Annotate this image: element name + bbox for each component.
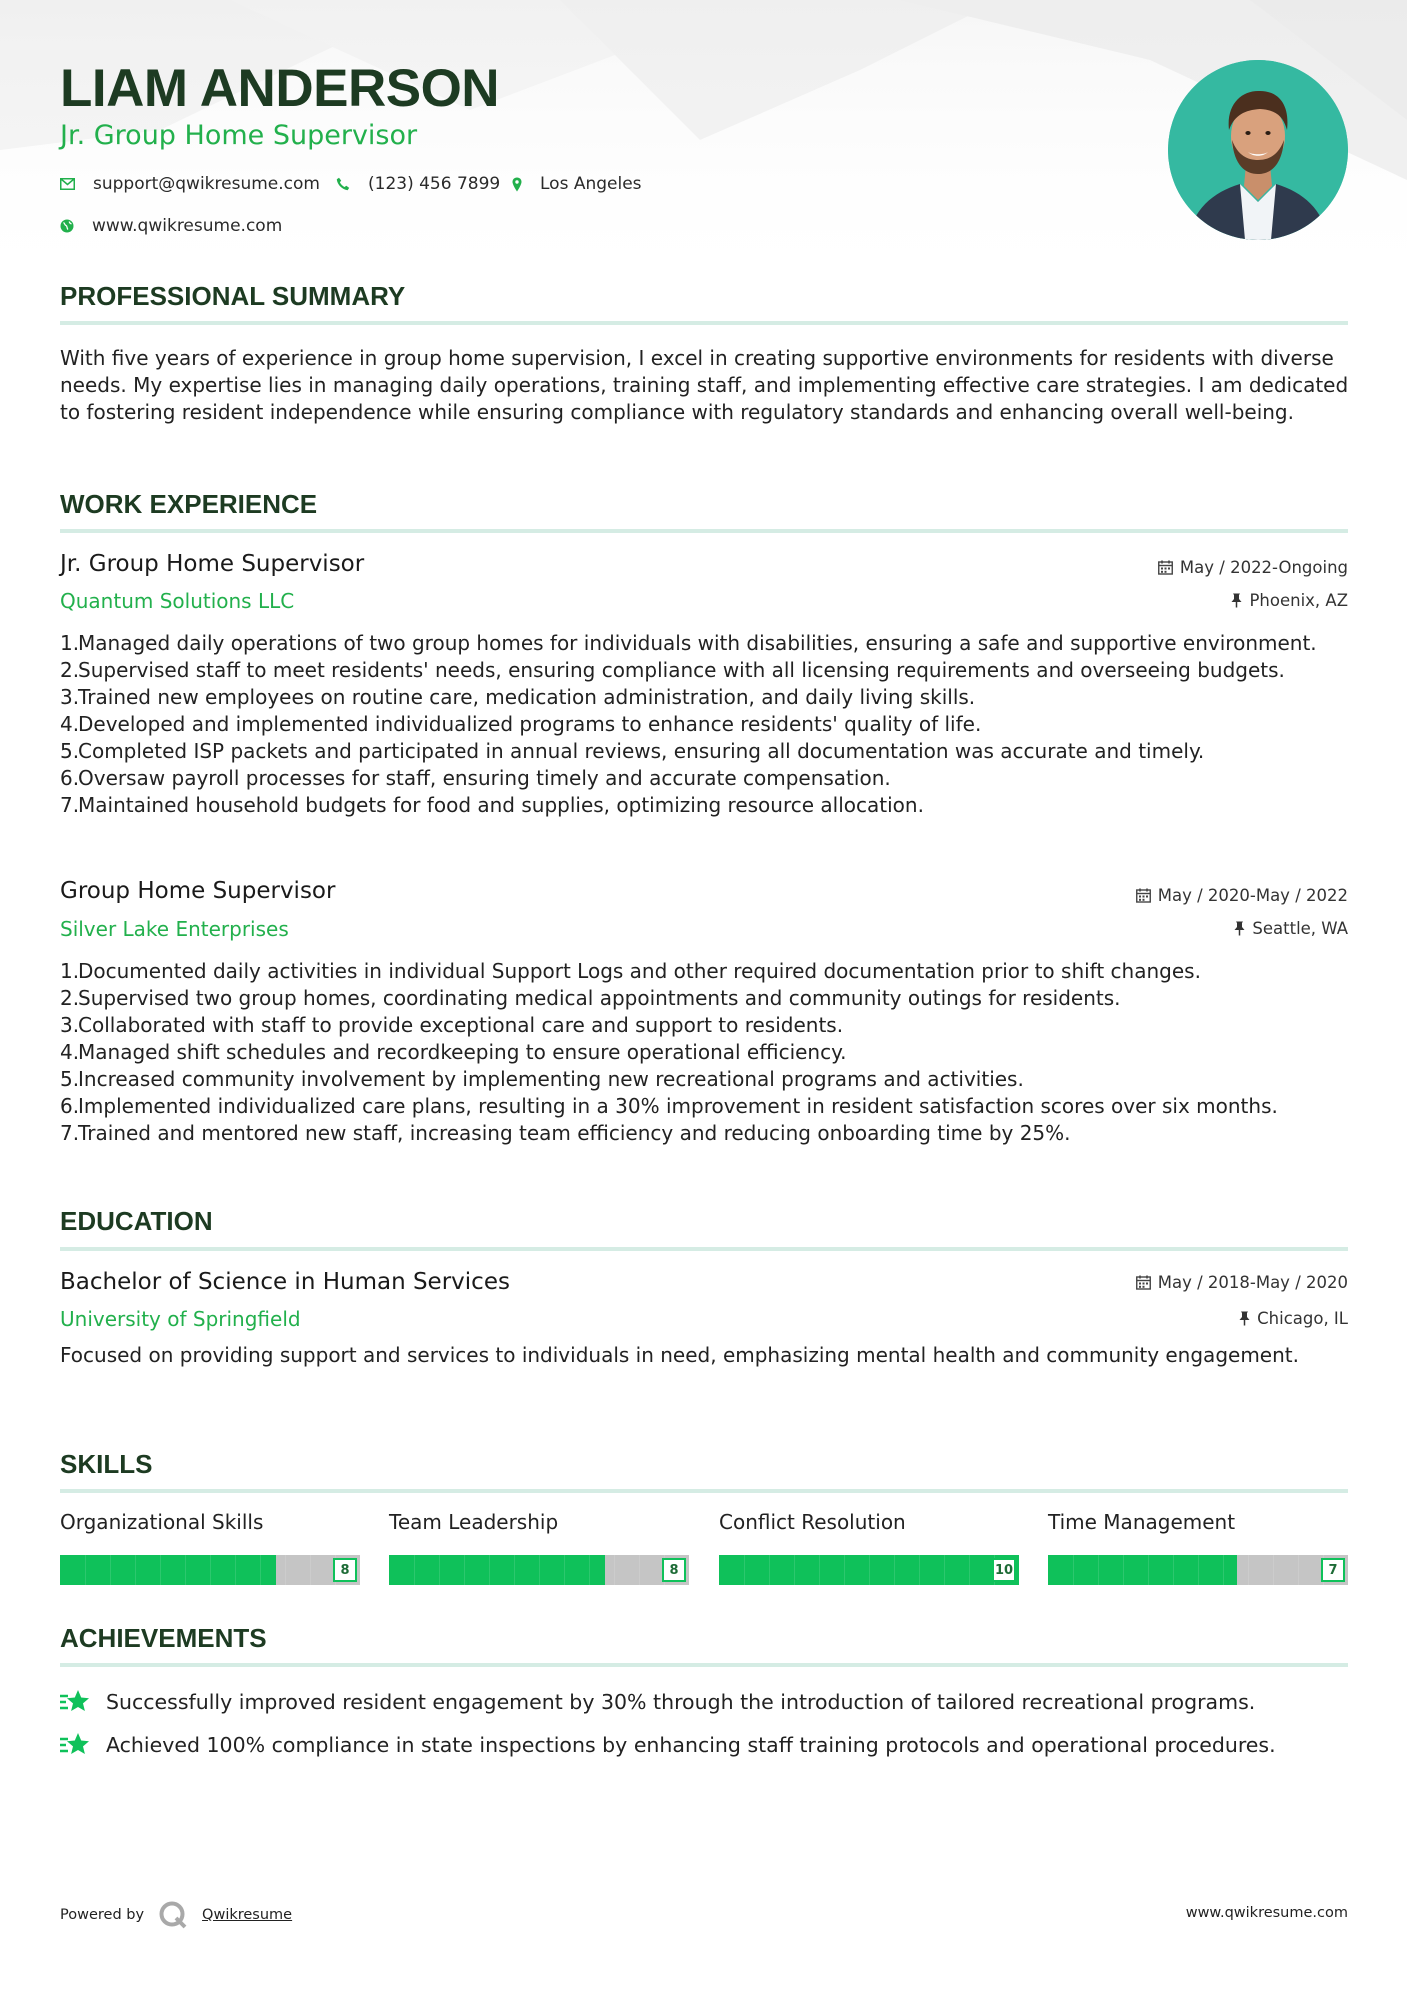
skill-bar-segment	[210, 1555, 211, 1585]
list-number: 6.	[60, 1094, 80, 1118]
company-2: Silver Lake Enterprises	[60, 917, 289, 941]
list-item-text: Maintained household budgets for food and supplies, optimizing resource allocation.	[78, 793, 924, 817]
skill-bar-segment	[110, 1555, 111, 1585]
skill-bar-segment	[819, 1555, 820, 1585]
education-dates-text: May / 2018-May / 2020	[1157, 1273, 1348, 1292]
candidate-role: Jr. Group Home Supervisor	[60, 120, 418, 151]
list-item-text: Managed daily operations of two group homes for individuals with disabilities, ensuring a safe and supportive environment.	[78, 631, 1317, 655]
skill-bar-segment	[1248, 1555, 1249, 1585]
skill-bar-segment	[844, 1555, 845, 1585]
list-item	[60, 1012, 1360, 1039]
skill-item	[719, 1510, 1019, 1585]
list-item-text: Increased community involvement by implementing new recreational programs and activities.	[78, 1067, 1024, 1091]
skill-bar-segment	[1298, 1555, 1299, 1585]
skill-bar-segment	[85, 1555, 86, 1585]
list-item	[60, 985, 1360, 1012]
skill-bar-segment	[589, 1555, 590, 1585]
skill-item	[60, 1510, 360, 1585]
skill-bar	[719, 1555, 1019, 1585]
skills-heading: SKILLS	[60, 1449, 153, 1479]
education-description: Focused on providing support and services to individuals in need, emphasizing mental health and community engagement.	[60, 1343, 1299, 1367]
skill-bar-segment	[235, 1555, 236, 1585]
achievement-text-1: Successfully improved resident engagement by 30% through the introduction of tailored recreational programs.	[106, 1690, 1256, 1714]
job-dates-text-1: May / 2022-Ongoing	[1179, 558, 1348, 577]
job-dates-text-2: May / 2020-May / 2022	[1157, 886, 1348, 905]
achievement-item-1	[60, 1688, 1255, 1716]
achievements-divider	[60, 1663, 1348, 1667]
list-item-text: Oversaw payroll processes for staff, ensuring timely and accurate compensation.	[78, 766, 891, 790]
list-number: 5.	[60, 739, 80, 763]
list-item-text: Supervised two group homes, coordinating medical appointments and community outings for residents.	[78, 986, 1121, 1010]
location-text: Los Angeles	[540, 174, 642, 194]
skill-bar-segment	[260, 1555, 261, 1585]
skill-bar-segment	[1273, 1555, 1274, 1585]
skill-score-badge: 8	[662, 1558, 686, 1582]
experience-heading: WORK EXPERIENCE	[60, 489, 318, 519]
education-location	[1239, 1309, 1348, 1328]
list-item	[60, 1093, 1360, 1120]
list-number: 7.	[60, 1121, 80, 1145]
school-name: University of Springfield	[60, 1307, 301, 1331]
pushpin-icon	[1234, 921, 1245, 936]
skill-bar-segment	[310, 1555, 311, 1585]
skill-bar-segment	[794, 1555, 795, 1585]
list-number: 5.	[60, 1067, 80, 1091]
achievement-item-2	[60, 1731, 1276, 1759]
list-item	[60, 657, 1360, 684]
list-item	[60, 738, 1360, 765]
map-pin-icon	[512, 177, 522, 192]
skill-bar-segment	[639, 1555, 640, 1585]
job-title-1: Jr. Group Home Supervisor	[60, 551, 365, 577]
contact-email[interactable]	[60, 174, 320, 194]
skill-label: Conflict Resolution	[719, 1510, 906, 1534]
calendar-icon	[1136, 888, 1151, 903]
star-award-icon	[60, 1688, 90, 1716]
list-item	[60, 711, 1360, 738]
company-1: Quantum Solutions LLC	[60, 589, 295, 613]
calendar-icon	[1158, 560, 1173, 575]
skill-label: Team Leadership	[389, 1510, 559, 1534]
star-award-icon	[60, 1731, 90, 1759]
skill-bar-fill	[1048, 1555, 1237, 1585]
contact-phone[interactable]	[336, 174, 500, 194]
job-location-2	[1234, 919, 1348, 938]
footer-website[interactable]: www.qwikresume.com	[1185, 1905, 1348, 1921]
achievements-heading: ACHIEVEMENTS	[60, 1623, 267, 1653]
list-item	[60, 958, 1360, 985]
skill-bar-segment	[414, 1555, 415, 1585]
skill-bar	[389, 1555, 689, 1585]
list-number: 7.	[60, 793, 80, 817]
education-heading: EDUCATION	[60, 1206, 213, 1236]
summary-heading: PROFESSIONAL SUMMARY	[60, 281, 406, 311]
qwikresume-logo-icon	[158, 1900, 188, 1930]
skill-bar-segment	[1098, 1555, 1099, 1585]
skill-bar-segment	[944, 1555, 945, 1585]
job-title-2: Group Home Supervisor	[60, 878, 336, 904]
education-dates	[1136, 1273, 1348, 1292]
skill-item	[389, 1510, 689, 1585]
footer-powered-by	[60, 1900, 292, 1930]
list-item	[60, 765, 1360, 792]
list-number: 2.	[60, 658, 80, 682]
list-number: 1.	[60, 959, 80, 983]
skill-bar-fill	[389, 1555, 605, 1585]
education-location-text: Chicago, IL	[1257, 1309, 1348, 1328]
skill-bar-segment	[185, 1555, 186, 1585]
skill-bar-segment	[894, 1555, 895, 1585]
skill-bar-segment	[1123, 1555, 1124, 1585]
list-number: 4.	[60, 712, 80, 736]
skill-bar-segment	[919, 1555, 920, 1585]
list-item	[60, 1039, 1360, 1066]
contact-website[interactable]	[60, 216, 282, 236]
job-location-text-1: Phoenix, AZ	[1249, 591, 1348, 610]
envelope-icon	[60, 178, 75, 190]
skill-bar-segment	[869, 1555, 870, 1585]
skill-bar-segment	[969, 1555, 970, 1585]
skill-bar-segment	[614, 1555, 615, 1585]
list-number: 2.	[60, 986, 80, 1010]
list-number: 6.	[60, 766, 80, 790]
experience-divider	[60, 529, 1348, 533]
list-item	[60, 792, 1360, 819]
skill-bar-segment	[285, 1555, 286, 1585]
skill-bar-segment	[564, 1555, 565, 1585]
job-dates-2	[1136, 886, 1348, 905]
list-item	[60, 1120, 1360, 1147]
skills-divider	[60, 1489, 1348, 1493]
job-location-text-2: Seattle, WA	[1252, 919, 1348, 938]
job-bullets-2	[60, 958, 1360, 1147]
list-item-text: Trained new employees on routine care, medication administration, and daily living skills.	[78, 685, 976, 709]
skill-bar-segment	[1223, 1555, 1224, 1585]
skill-bar-segment	[489, 1555, 490, 1585]
skill-bar-segment	[1073, 1555, 1074, 1585]
list-number: 1.	[60, 631, 80, 655]
skill-label: Time Management	[1048, 1510, 1236, 1534]
qwikresume-link[interactable]: Qwikresume	[202, 1907, 293, 1923]
skill-bar-segment	[744, 1555, 745, 1585]
list-number: 4.	[60, 1040, 80, 1064]
skill-bar-segment	[1173, 1555, 1174, 1585]
summary-text: With five years of experience in group home supervision, I excel in creating supportive environments for residents with diverse needs. My expertise lies in managing daily operations, training staff, and implementing effective care strategies. I am dedicated to fostering resident independence while ensuring compliance with regulatory standards and enhancing overall well-being.	[60, 346, 1349, 424]
contact-location	[512, 174, 642, 194]
skill-bar-segment	[1148, 1555, 1149, 1585]
list-item-text: Documented daily activities in individual Support Logs and other required documentation prior to shift changes.	[78, 959, 1201, 983]
phone-icon	[336, 177, 350, 191]
achievement-text-2: Achieved 100% compliance in state inspections by enhancing staff training protocols and operational procedures.	[106, 1733, 1276, 1757]
list-item-text: Implemented individualized care plans, resulting in a 30% improvement in resident satisfaction scores over six months.	[78, 1094, 1278, 1118]
candidate-name: LIAM ANDERSON	[60, 59, 500, 118]
skill-item	[1048, 1510, 1348, 1585]
skill-bar-segment	[464, 1555, 465, 1585]
job-dates-1	[1158, 558, 1348, 577]
pushpin-icon	[1231, 593, 1242, 608]
skill-score-badge: 10	[992, 1558, 1016, 1582]
degree-title: Bachelor of Science in Human Services	[60, 1269, 510, 1295]
skill-bar-segment	[439, 1555, 440, 1585]
skill-bar-segment	[769, 1555, 770, 1585]
list-item	[60, 630, 1360, 657]
email-text: support@qwikresume.com	[93, 174, 320, 194]
list-item-text: Managed shift schedules and recordkeeping to ensure operational efficiency.	[78, 1040, 847, 1064]
profile-photo	[1168, 60, 1348, 240]
job-location-1	[1231, 591, 1348, 610]
skill-bar	[60, 1555, 360, 1585]
skill-label: Organizational Skills	[60, 1510, 264, 1534]
skill-score-badge: 7	[1321, 1558, 1345, 1582]
list-item-text: Developed and implemented individualized programs to enhance residents' quality of life.	[78, 712, 982, 736]
skill-bar-segment	[514, 1555, 515, 1585]
pushpin-icon	[1239, 1311, 1250, 1326]
list-item-text: Supervised staff to meet residents' needs, ensuring compliance with all licensing requirements and overseeing budgets.	[78, 658, 1285, 682]
list-item-text: Collaborated with staff to provide exceptional care and support to residents.	[78, 1013, 844, 1037]
list-item	[60, 1066, 1360, 1093]
phone-text: (123) 456 7899	[368, 174, 501, 194]
skill-score-badge: 8	[333, 1558, 357, 1582]
list-item-text: Completed ISP packets and participated in annual reviews, ensuring all documentation was accurate and timely.	[78, 739, 1205, 763]
powered-by-label: Powered by	[60, 1907, 145, 1923]
list-item	[60, 684, 1360, 711]
summary-divider	[60, 321, 1348, 325]
education-divider	[60, 1247, 1348, 1251]
list-item-text: Trained and mentored new staff, increasing team efficiency and reducing onboarding time by 25%.	[78, 1121, 1071, 1145]
globe-icon	[60, 219, 74, 233]
calendar-icon	[1136, 1275, 1151, 1290]
skill-bar-segment	[1198, 1555, 1199, 1585]
list-number: 3.	[60, 685, 80, 709]
job-bullets-1	[60, 630, 1360, 819]
skill-bar-fill	[60, 1555, 276, 1585]
skill-bar-segment	[135, 1555, 136, 1585]
skill-bar-segment	[160, 1555, 161, 1585]
website-text: www.qwikresume.com	[92, 216, 283, 236]
skill-bar-segment	[539, 1555, 540, 1585]
skill-bar	[1048, 1555, 1348, 1585]
list-number: 3.	[60, 1013, 80, 1037]
